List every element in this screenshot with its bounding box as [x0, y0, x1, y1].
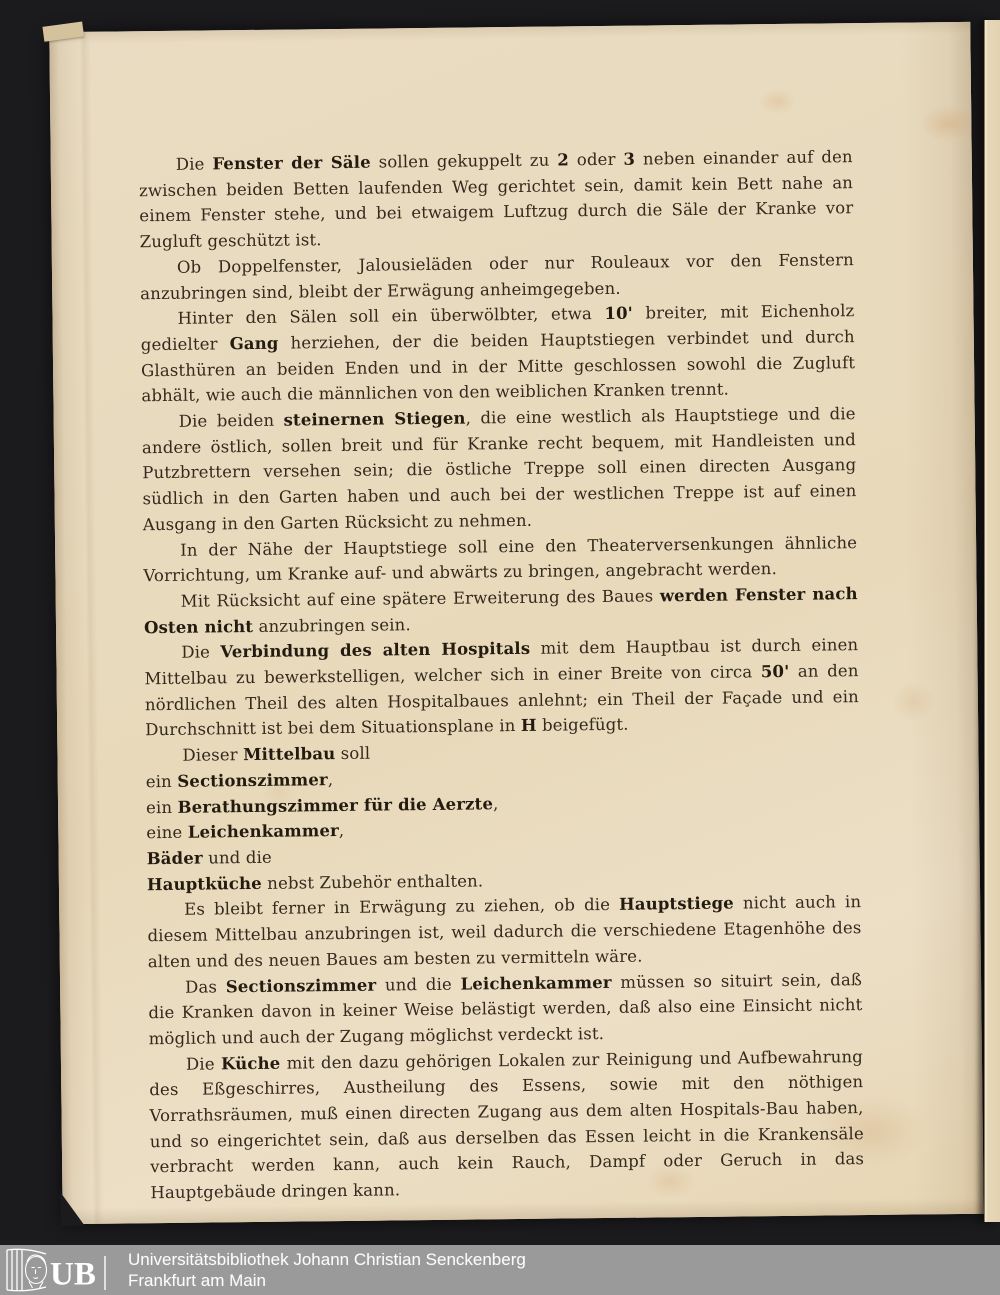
scanned-page [49, 22, 983, 1224]
paragraph: Die Fenster der Säle sollen gekuppelt zu 2 oder 3 neben einander auf den zwischen beiden Betten laufenden Weg gerichtet sein, damit kein Bett nahe an einem Fenster stehe, und bei etwaigem Luftzug durch die Säle der Kranke vor Zugluft geschützt ist. [138, 147, 854, 252]
emphasized-term: Hauptküche [146, 873, 262, 894]
paragraph: Mit Rücksicht auf eine spätere Erweiterung des Baues werden Fenster nach Osten nicht anzubringen sein. [143, 584, 858, 637]
library-location: Frankfurt am Main [128, 1271, 266, 1290]
emphasized-term: Berathungszimmer für die Aerzte [177, 793, 494, 817]
list-line: eine Leichenkammer, [146, 821, 345, 843]
footer-text [128, 1249, 526, 1292]
paragraph: Hinter den Sälen soll ein überwölbter, etwa 10' breiter, mit Eichenholz gedielter Gang herziehen, der die beiden Hauptstiegen verbindet und durch Glasthüren an beiden Enden und in der Mitte geschlossen sowohl die Zugluft abhält, wie auch die männlichen von den weiblichen Kranken trennt. [140, 301, 856, 406]
ub-logo-letters: UB [50, 1256, 96, 1293]
paragraph: Dieser Mittelbau soll [182, 743, 371, 765]
page-corner-tear [42, 22, 84, 42]
library-footer-bar [0, 1245, 1000, 1295]
paragraph: Die beiden steinernen Stiegen, die eine westlich als Hauptstiege und die andere östlich, sollen breit und für Kranke recht bequem, mit Handleisten und Putzbrettern versehen sein; die östliche Treppe soll einen directen Ausgang südlich in den Garten haben und auch bei der westlichen Treppe ist auf einen Ausgang in den Garten Rücksicht zu nehmen. [141, 404, 857, 535]
ub-logo [4, 1247, 110, 1293]
adjacent-page-edge [984, 20, 1000, 1222]
page-text [139, 144, 865, 1206]
paragraph: In der Nähe der Hauptstiege soll eine den Theaterversenkungen ähnliche Vorrichtung, um Kranke auf- und abwärts zu bringen, angebracht werden. [143, 532, 858, 586]
emphasized-term: Mittelbau [243, 744, 336, 765]
page-corner-cut [60, 1192, 84, 1226]
emphasized-term: Leichenkammer [187, 821, 339, 843]
list-line: Hauptküche nebst Zubehör enthalten. [146, 871, 484, 894]
emphasized-term: H [520, 716, 537, 736]
emphasized-term: Fenster der Säle [212, 152, 371, 174]
emphasized-term: 2 [557, 150, 570, 170]
emphasized-term: Verbindung des alten Hospitals [220, 639, 531, 662]
emphasized-term: Sectionszimmer [225, 975, 377, 996]
emphasized-term: Bäder [146, 848, 203, 869]
list-line: Bäder und die [146, 847, 272, 869]
library-name: Universitätsbibliothek Johann Christian Senckenberg [128, 1249, 526, 1269]
goethe-portrait-icon [26, 1255, 47, 1288]
paragraph: Ob Doppelfenster, Jalousieläden oder nur Rouleaux vor den Fenstern anzubringen sind, bleibt der Erwägung anheimgegeben. [140, 249, 855, 303]
logo-book-lines-icon [7, 1249, 46, 1291]
emphasized-term: Küche [220, 1053, 281, 1073]
emphasized-term: werden Fenster nach Osten nicht [143, 584, 858, 637]
emphasized-term: 10' [604, 303, 634, 324]
emphasized-term: steinernen Stiegen [283, 408, 466, 430]
list-line: ein Berathungszimmer für die Aerzte, [145, 793, 499, 817]
emphasized-term: Gang [229, 333, 279, 354]
paragraph: Die Küche mit den dazu gehörigen Lokalen zur Reinigung und Aufbewahrung des Eßgeschirres, Austheilung des Essens, sowie mit den nöthigen Vorrathsräumen, muß einen directen Zugang aus dem alten Hospitals-Bau haben, und so eingerichtet sein, daß aus derselben das Essen leicht in die Krankensäle verbracht werden kann, auch kein Rauch, Dampf oder Geruch in das Hauptgebäude dringen kann. [149, 1046, 865, 1203]
emphasized-term: Sectionszimmer [177, 770, 328, 791]
paragraph: Das Sectionszimmer und die Leichenkammer müssen so situirt sein, daß die Kranken davon in keiner Weise belästigt werden, daß also eine Einsicht nicht möglich und auch der Zugang möglichst verdeckt ist. [148, 969, 863, 1049]
paragraph: Die Verbindung des alten Hospitals mit dem Hauptbau ist durch einen Mittelbau zu bewerkstelligen, welcher sich in einer Breite von circa 50' an den nördlichen Theil des alten Hospitalbaues anlehnt; ein Theil der Façade und ein Durchschnitt ist bei dem Situationsplane in H beigefügt. [144, 635, 859, 740]
paragraph: Es bleibt ferner in Erwägung zu ziehen, ob die Hauptstiege nicht auch in diesem Mittelbau anzubringen ist, weil dadurch die verschiedene Etagenhöhe des alten und des neuen Baues am besten zu vermitteln wäre. [147, 892, 862, 972]
emphasized-term: 3 [623, 149, 636, 169]
emphasized-term: 50' [760, 661, 790, 682]
ub-logo-icon [4, 1247, 110, 1293]
emphasized-term: Hauptstiege [618, 893, 735, 915]
list-line: ein Sectionszimmer, [145, 769, 334, 792]
emphasized-term: Leichenkammer [460, 972, 612, 994]
